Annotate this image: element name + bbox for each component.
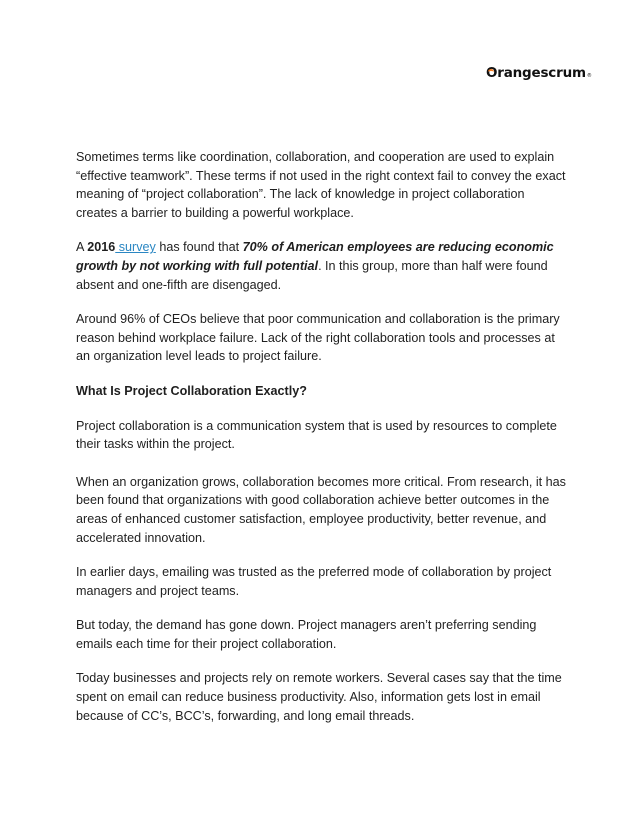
logo-text: Orangescrum xyxy=(486,65,586,81)
paragraph-remote: Today businesses and projects rely on remote workers. Several cases say that the time spent on email can reduce business productivity. Also, information gets lost in email because of CC’s, BCC’s, forwarding, and long email threads. xyxy=(76,671,562,723)
paragraph-demand: But today, the demand has gone down. Project managers aren’t preferring sending emails each time for their project collaboration. xyxy=(76,618,537,651)
survey-text-a: A xyxy=(76,240,88,255)
paragraph-definition: Project collaboration is a communication system that is used by resources to complete their tasks within the project. xyxy=(76,418,557,452)
paragraph-intro: Sometimes terms like coordination, collaboration, and cooperation are used to explain “effective teamwork”. These terms if not used in the right context fail to convey the exact meaning of “project collaboration”. The lack of knowledge in project collaboration creates a barrier to building a powerful workplace. xyxy=(76,150,566,220)
paragraph-survey xyxy=(76,238,566,294)
document-body xyxy=(76,148,566,741)
section-heading: What Is Project Collaboration Exactly? xyxy=(76,383,307,398)
survey-year: 2016 xyxy=(87,240,116,255)
survey-text-b: has found that xyxy=(155,240,243,255)
logo-registered-mark: ® xyxy=(586,73,592,79)
survey-text-c: . In this group, more than half were found absent and one-fifth are disengaged. xyxy=(76,258,548,292)
survey-link[interactable]: survey xyxy=(115,240,156,255)
paragraph-growth: When an organization grows, collaboration becomes more critical. From research, it has been found that organizations with good collaboration achieve better outcomes in the areas of enhanced customer satisfaction, employee productivity, better revenue, and accelerated innovation. xyxy=(76,474,566,545)
paragraph-ceos: Around 96% of CEOs believe that poor communication and collaboration is the primary reason behind workplace failure. Lack of the right collaboration tools and processes at an organization level leads to project failure. xyxy=(76,312,560,364)
paragraph-email-history: In earlier days, emailing was trusted as the preferred mode of collaboration by project managers and project teams. xyxy=(76,565,552,598)
survey-emphasis: 70% of American employees are reducing economic growth by not working with full potential xyxy=(76,240,554,273)
orangescrum-logo xyxy=(486,65,592,81)
